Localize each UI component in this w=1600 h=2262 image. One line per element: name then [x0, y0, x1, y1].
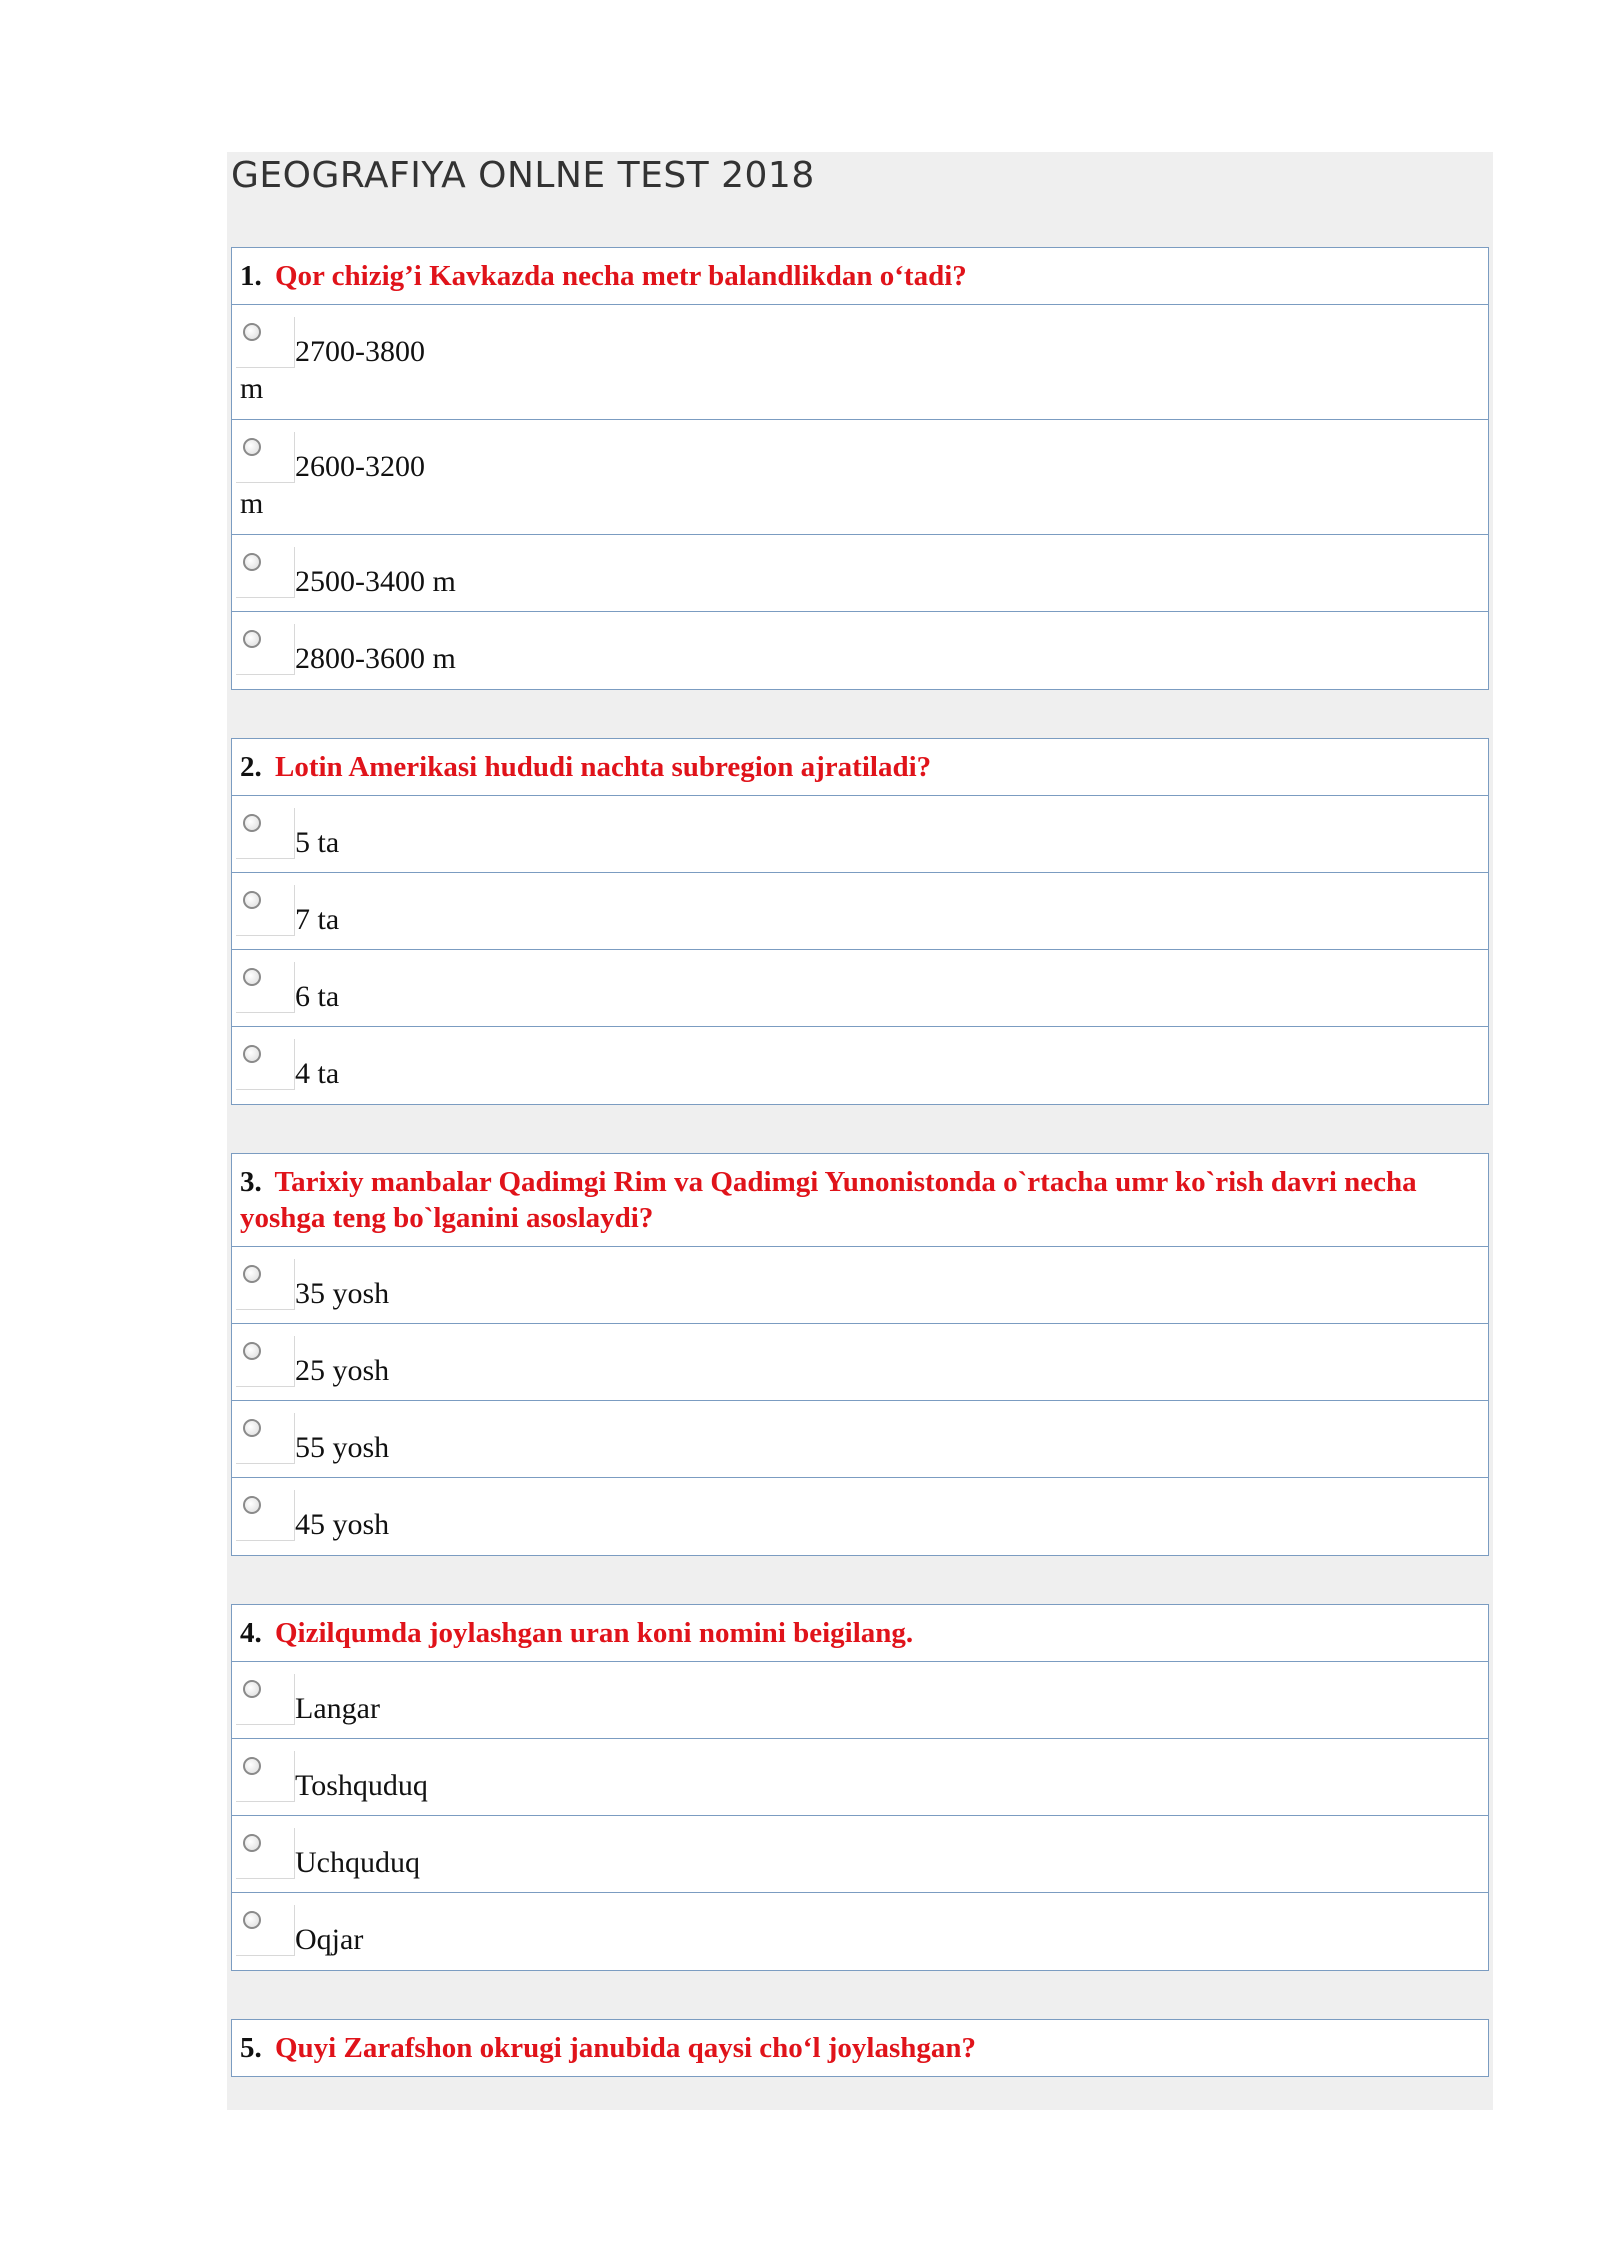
radio-button-icon[interactable]: [243, 1496, 261, 1514]
title-bar: [227, 152, 1493, 247]
option-label: 5 ta: [295, 826, 340, 859]
answer-option[interactable]: [232, 1401, 1488, 1478]
option-label: Langar: [295, 1692, 380, 1725]
answer-option[interactable]: [232, 1893, 1488, 1970]
answer-option[interactable]: [232, 305, 1488, 420]
radio-button-icon[interactable]: [243, 1757, 261, 1775]
question-2: [231, 738, 1489, 1105]
answer-option[interactable]: [232, 420, 1488, 535]
question-number: 2.: [240, 751, 262, 783]
option-label: 45 yosh: [295, 1508, 390, 1541]
question-list: [231, 247, 1489, 2125]
option-label: Uchquduq: [295, 1846, 420, 1879]
page-title: GEOGRAFIYA ONLNE TEST 2018: [231, 155, 815, 196]
option-label: 35 yosh: [295, 1277, 390, 1310]
question-number: 1.: [240, 260, 262, 292]
test-sheet: [227, 152, 1493, 2110]
question-number: 5.: [240, 2032, 262, 2064]
question-3: [231, 1153, 1489, 1556]
question-header: [232, 1605, 1488, 1662]
question-header: [232, 739, 1488, 796]
question-1: [231, 247, 1489, 690]
answer-option[interactable]: [232, 1324, 1488, 1401]
answer-option[interactable]: [232, 873, 1488, 950]
question-number: 3.: [240, 1166, 262, 1198]
answer-option[interactable]: [232, 796, 1488, 873]
radio-button-icon[interactable]: [243, 1680, 261, 1698]
question-number: 4.: [240, 1617, 262, 1649]
radio-button-icon[interactable]: [243, 553, 261, 571]
question-text: Qor chizig’i Kavkazda necha metr balandlikdan o‘tadi?: [275, 260, 967, 292]
radio-button-icon[interactable]: [243, 891, 261, 909]
option-unit: m: [240, 487, 264, 520]
option-label: 6 ta: [295, 980, 340, 1013]
option-label: 2700-3800: [295, 335, 425, 368]
question-text: Qizilqumda joylashgan uran koni nomini beigilang.: [275, 1617, 914, 1649]
question-text: Quyi Zarafshon okrugi janubida qaysi cho‘l joylashgan?: [275, 2032, 977, 2064]
option-unit: m: [240, 372, 264, 405]
question-header: [232, 2020, 1488, 2076]
answer-option[interactable]: [232, 1739, 1488, 1816]
question-header: [232, 248, 1488, 305]
option-label: Oqjar: [295, 1923, 364, 1956]
question-5: [231, 2019, 1489, 2077]
radio-button-icon[interactable]: [243, 1911, 261, 1929]
answer-option[interactable]: [232, 1816, 1488, 1893]
question-text: Lotin Amerikasi hududi nachta subregion ajratiladi?: [275, 751, 932, 783]
radio-button-icon[interactable]: [243, 1834, 261, 1852]
radio-button-icon[interactable]: [243, 1265, 261, 1283]
question-text: Tarixiy manbalar Qadimgi Rim va Qadimgi Yunonistonda o`rtacha umr ko`rish davri necha yoshga teng bo`lganini asoslaydi?: [240, 1166, 1417, 1234]
radio-button-icon[interactable]: [243, 1342, 261, 1360]
option-label: 2500-3400 m: [295, 565, 456, 598]
radio-button-icon[interactable]: [243, 438, 261, 456]
answer-option[interactable]: [232, 1662, 1488, 1739]
radio-button-icon[interactable]: [243, 630, 261, 648]
answer-option[interactable]: [232, 950, 1488, 1027]
answer-option[interactable]: [232, 1247, 1488, 1324]
option-label: 7 ta: [295, 903, 340, 936]
option-label: Toshquduq: [295, 1769, 428, 1802]
answer-option[interactable]: [232, 535, 1488, 612]
option-label: 4 ta: [295, 1057, 340, 1090]
question-4: [231, 1604, 1489, 1971]
option-label: 25 yosh: [295, 1354, 390, 1387]
radio-button-icon[interactable]: [243, 968, 261, 986]
answer-option[interactable]: [232, 1478, 1488, 1555]
answer-option[interactable]: [232, 1027, 1488, 1104]
option-label: 2800-3600 m: [295, 642, 456, 675]
radio-button-icon[interactable]: [243, 814, 261, 832]
option-label: 2600-3200: [295, 450, 425, 483]
radio-button-icon[interactable]: [243, 323, 261, 341]
radio-button-icon[interactable]: [243, 1419, 261, 1437]
option-label: 55 yosh: [295, 1431, 390, 1464]
radio-button-icon[interactable]: [243, 1045, 261, 1063]
answer-option[interactable]: [232, 612, 1488, 689]
question-header: [232, 1154, 1488, 1247]
